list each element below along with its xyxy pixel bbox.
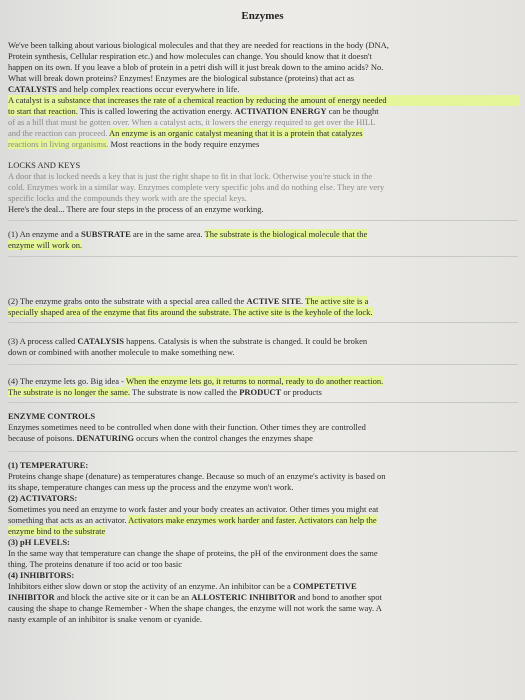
locks-line-1: A door that is locked needs a key that is just the right shape to fit in that lock. Otherwise you're stuck in the — [8, 171, 373, 181]
locks-line-4: Here's the deal... There are four steps in the process of an enzyme working. — [8, 204, 264, 214]
intro-line-4: What will break down proteins? Enzymes! Enzymes are the biological substance (proteins) that act as — [8, 73, 355, 83]
controls-line-2 — [8, 433, 520, 444]
controls-text-c: occurs when the control changes the enzymes shape — [133, 433, 313, 443]
step1-highlight-2: enzyme will work on. — [8, 240, 83, 250]
intro-line-8: of as a hill that must be gotten over. When a catalyst acts, it lowers the energy required to get over the HILL — [8, 117, 376, 127]
inhibitors-line-2 — [8, 592, 520, 603]
step2-highlight: The active site is a — [305, 296, 369, 306]
catalysis-term: CATALYSIS — [77, 336, 125, 346]
step4-text-d: or products — [281, 387, 322, 397]
inhibitors-line-1 — [8, 581, 520, 592]
step3-text-c: happens. Catalysis is when the substrate is changed. It could be broken — [124, 336, 368, 346]
inhibitor-term: INHIBITOR — [8, 592, 55, 602]
locks-line-2: cold. Enzymes work in a similar way. Enzymes complete very specific jobs and do nothing else. They are very — [8, 182, 385, 192]
ph-line-2: thing. The proteins denature if too acid or too basic — [8, 559, 183, 569]
step1-line-1 — [8, 229, 520, 240]
intro-line-7-highlight: to start that reaction. — [8, 106, 78, 116]
inhibitors-text-a: Inhibitors either slow down or stop the activity of an enzyme. An inhibitor can be a — [8, 581, 293, 591]
divider — [8, 322, 518, 323]
intro-line-9 — [8, 128, 520, 139]
step4-highlight-2: The substrate is no longer the same. — [8, 387, 131, 397]
intro-line-1: We've been talking about various biological molecules and that they are needed for reactions in the body (DNA, — [8, 40, 389, 50]
activators-highlight-2: enzyme bind to the substrate — [8, 526, 106, 536]
intro-line-7-text: This is called lowering the activation energy. — [77, 106, 235, 116]
intro-line-7 — [8, 106, 520, 117]
denaturing-term: DENATURING — [76, 433, 134, 443]
step3-line-2: down or combined with another molecule to make something new. — [8, 347, 235, 357]
step4-line-2 — [8, 387, 520, 398]
ph-line-1: In the same way that temperature can change the shape of proteins, the pH of the environment does the same — [8, 548, 378, 558]
intro-line-9-text: and the reaction can proceed. — [8, 128, 110, 138]
divider — [8, 451, 518, 452]
intro-line-7-end: can be thought — [326, 106, 379, 116]
step2-text-a: (2) The enzyme grabs onto the substrate with a special area called the — [8, 296, 247, 306]
intro-line-2: Protein synthesis, Cellular respiration etc.) and how molecules can change. You should know that it doesn't — [8, 51, 372, 61]
divider — [8, 364, 518, 365]
step3-text-a: (3) A process called — [8, 336, 78, 346]
step1-text-c: are in the same area. — [130, 229, 205, 239]
step2-line-2 — [8, 307, 520, 318]
inhibitors-text-b: and block the active site or it can be an — [54, 592, 192, 602]
intro-line-9-highlight: An enzyme is an organic catalyst meaning that it is a protein that catalyzes — [109, 128, 363, 138]
controls-line-1: Enzymes sometimes need to be controlled when done with their function. Other times they are controlled — [8, 422, 366, 432]
substrate-term: SUBSTRATE — [80, 229, 131, 239]
allosteric-inhibitor-term: ALLOSTERIC INHIBITOR — [191, 592, 296, 602]
step4-text-b: The substrate is now called the — [130, 387, 240, 397]
temperature-line-1: Proteins change shape (denature) as temperatures change. Because so much of an enzyme's activity is based on — [8, 471, 386, 481]
intro-line-10 — [8, 139, 520, 150]
intro-line-3: happen on its own. If you leave a blob of protein in a petri dish will it just break down to the amino acids? No. — [8, 62, 384, 72]
step4-line-1 — [8, 376, 520, 387]
activators-text-a: something that acts as an activator. — [8, 515, 129, 525]
catalysts-term: CATALYSTS — [8, 84, 57, 94]
step1-line-2 — [8, 240, 520, 251]
inhibitors-heading: (4) INHIBITORS: — [8, 570, 75, 580]
product-term: PRODUCT — [239, 387, 282, 397]
step3-line-1 — [8, 336, 520, 347]
inhibitors-text-d: and bond to another spot — [295, 592, 382, 602]
divider — [8, 256, 518, 257]
active-site-term: ACTIVE SITE — [246, 296, 302, 306]
temperature-line-2: its shape, temperature changes can mess up the process and the enzyme won't work. — [8, 482, 294, 492]
inhibitors-line-3: causing the shape to change Remember - When the shape changes, the enzyme will not work the same way. A — [8, 603, 382, 613]
activators-highlight: Activators make enzymes work harder and faster. Activators can help the — [128, 515, 377, 525]
locks-heading: LOCKS AND KEYS — [8, 160, 81, 170]
page-title: Enzymes — [241, 10, 284, 22]
divider — [8, 220, 518, 221]
intro-line-5-text: and help complex reactions occur everywhere in life. — [56, 84, 240, 94]
controls-text-a: because of poisons. — [8, 433, 77, 443]
intro-line-5 — [8, 84, 520, 95]
intro-line-10-text: Most reactions in the body require enzymes — [108, 139, 260, 149]
activation-energy-term: ACTIVATION ENERGY — [234, 106, 327, 116]
step4-text-a: (4) The enzyme lets go. Big idea - — [8, 376, 126, 386]
step2-line-1 — [8, 296, 520, 307]
step1-text-a: (1) An enzyme and a — [8, 229, 81, 239]
divider — [8, 402, 518, 403]
controls-heading: ENZYME CONTROLS — [8, 411, 96, 421]
step2-text-c: . — [301, 296, 306, 306]
step4-highlight: When the enzyme lets go, it returns to normal, ready to do another reaction. — [125, 376, 384, 386]
locks-line-3: specific locks and the compounds they work with are the special keys. — [8, 193, 247, 203]
temperature-heading: (1) TEMPERATURE: — [8, 460, 89, 470]
activators-line-3 — [8, 526, 520, 537]
activators-heading: (2) ACTIVATORS: — [8, 493, 78, 503]
competitive-inhibitor-term: COMPETETIVE — [292, 581, 357, 591]
intro-line-6: A catalyst is a substance that increases the rate of a chemical reaction by reducing the amount of energy needed — [8, 95, 520, 106]
intro-line-10-highlight: reactions in living organisms. — [8, 139, 109, 149]
step1-highlight: The substrate is the biological molecule that the — [204, 229, 368, 239]
inhibitors-line-4: nasty example of an inhibitor is snake venom or cyanide. — [8, 614, 203, 624]
step2-highlight-2: specially shaped area of the enzyme that fits around the substrate. The active site is the keyhole of the lock. — [8, 307, 373, 317]
activators-line-2 — [8, 515, 520, 526]
ph-heading: (3) pH LEVELS: — [8, 537, 70, 547]
activators-line-1: Sometimes you need an enzyme to work faster and your body creates an activator. Other times you might eat — [8, 504, 379, 514]
